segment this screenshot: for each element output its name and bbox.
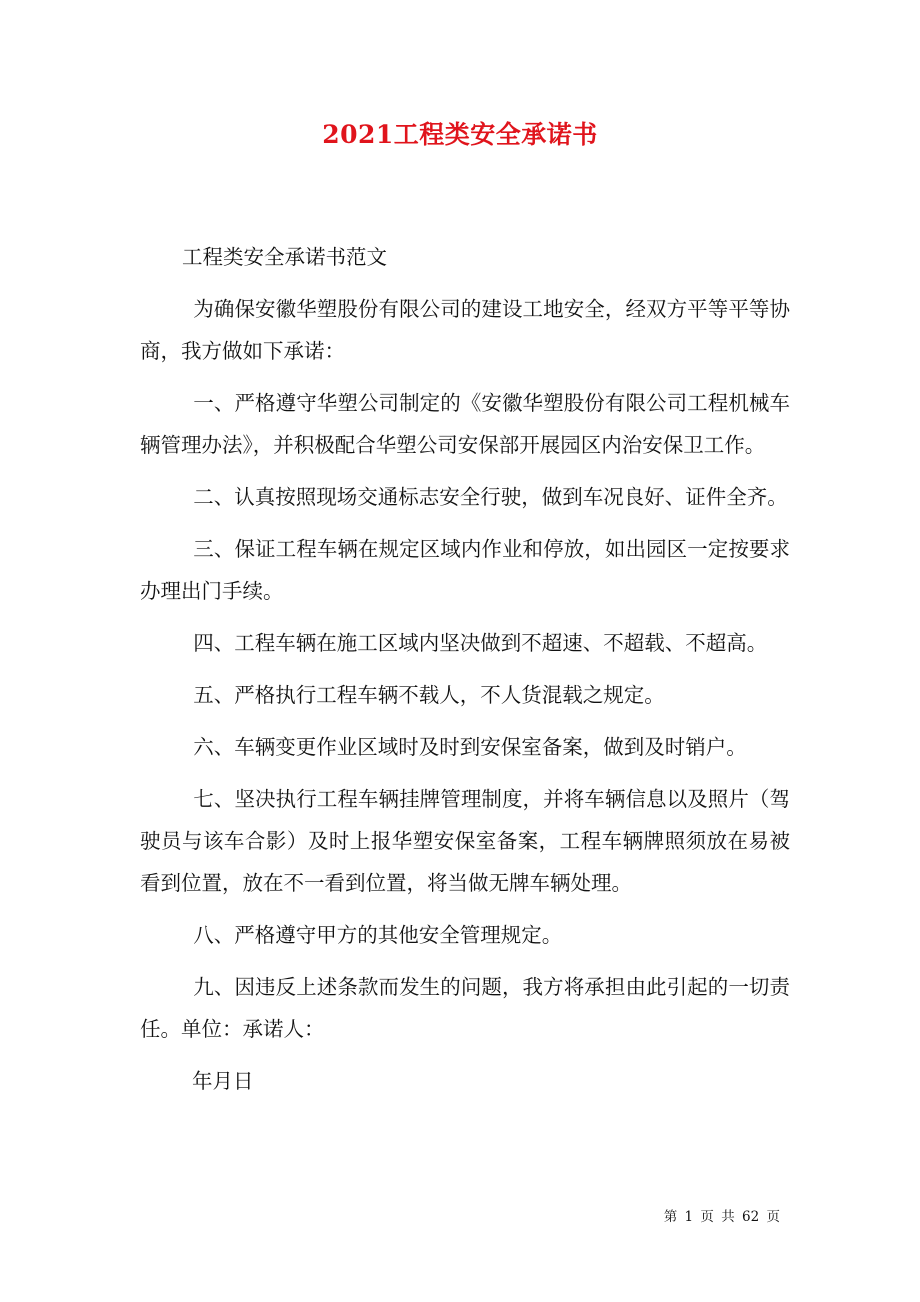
paragraph-item-6: 六、车辆变更作业区域时及时到安保室备案，做到及时销户。 (193, 735, 747, 759)
document-body (140, 236, 790, 1102)
paragraph-item-4: 四、工程车辆在施工区域内坚决做到不超速、不超载、不超高。 (193, 631, 768, 655)
paragraph-item-8: 八、严格遵守甲方的其他安全管理规定。 (193, 923, 563, 947)
paragraph-item-9: 九、因违反上述条款而发生的问题，我方将承担由此引起的一切责任。单位：承诺人： (140, 975, 790, 1041)
paragraph-item-3: 三、保证工程车辆在规定区域内作业和停放，如出园区一定按要求办理出门手续。 (140, 537, 790, 603)
paragraph-item-7: 七、坚决执行工程车辆挂牌管理制度，并将车辆信息以及照片（驾驶员与该车合影）及时上报华塑安保室备案，工程车辆牌照须放在易被看到位置，放在不一看到位置，将当做无牌车辆处理。 (140, 787, 790, 895)
paragraph-intro: 为确保安徽华塑股份有限公司的建设工地安全，经双方平等平等协商，我方做如下承诺： (140, 297, 790, 363)
page-number: 第 1 页 共 62 页 (663, 1209, 780, 1225)
date-line: 年月日 (192, 1069, 254, 1093)
paragraph-item-5: 五、严格执行工程车辆不载人，不人货混载之规定。 (193, 683, 665, 707)
paragraph-item-1: 一、严格遵守华塑公司制定的《安徽华塑股份有限公司工程机械车辆管理办法》，并积极配合华塑公司安保部开展园区内治安保卫工作。 (140, 391, 790, 457)
paragraph-item-2: 二、认真按照现场交通标志安全行驶，做到车况良好、证件全齐。 (193, 485, 788, 509)
document-subtitle: 工程类安全承诺书范文 (182, 245, 387, 269)
document-title: 2021工程类安全承诺书 (322, 120, 598, 149)
